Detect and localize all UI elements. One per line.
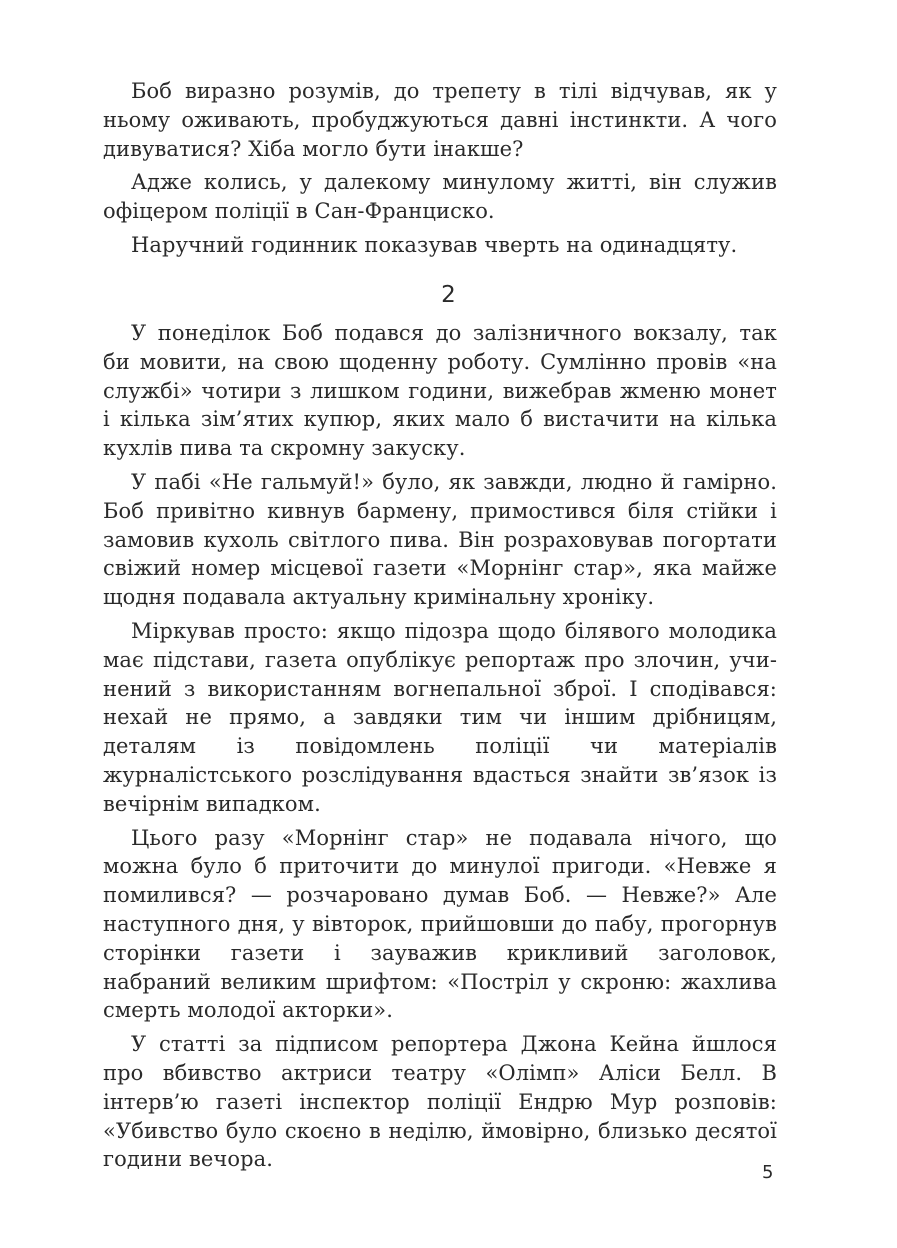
paragraph: У понеділок Боб подався до залізничного вокзалу, так би мовити, на свою щоденну роботу. Сумлінно провів «на службі» чотири з лишком години, вижебрав жменю монет і кілька зім’ятих купюр, яких мало б вистачити на кілька кухлів пива та скромну закуску. [103, 321, 777, 461]
paragraph: Цього разу «Морнінг стар» не подавала нічого, що можна було б приточити до минулої пригоди. «Невже я помилився? — розчаровано думав Боб. — Невже?» Але наступного дня, у вівторок, прийшовши до пабу, прогорнув сторінки газети і зауважив крикливий заголовок, набраний великим шрифтом: «Постріл у скроню: жахлива смерть молодої акторки». [103, 825, 777, 1023]
opening-text [103, 77, 777, 260]
section-text [103, 319, 777, 1174]
paragraph: Адже колись, у далекому минулому житті, він служив офіцером поліції в Сан-Франциско. [103, 170, 777, 224]
paragraph: Наручний годинник показував чверть на одинадцяту. [131, 232, 738, 257]
paragraph: Міркував просто: якщо підозра щодо білявого молодика має підстави, газета опублікує репортаж про злочин, учинений з використанням вогнепальної зброї. І сподівався: нехай не прямо, а завдяки тим чи іншим дрібницям, деталям із повідомлень поліції чи матеріалів журналістського розслідування вдасться знайти зв’язок із вечірнім випадком. [103, 618, 777, 816]
page-number: 5 [762, 1162, 774, 1183]
paragraph: Боб виразно розумів, до трепету в тілі відчував, як у ньому оживають, пробуджуються давні інстинкти. А чого дивуватися? Хіба могло бути інакше? [103, 79, 777, 161]
section-number: 2 [441, 282, 456, 308]
paragraph: У пабі «Не гальмуй!» було, як завжди, людно й гамірно. Боб привітно кивнув бармену, примостився біля стійки і замовив кухоль світлого пива. Він розраховував погортати свіжий номер місцевої газети «Морнінг стар», яка майже щодня подавала актуальну кримінальну хроніку. [103, 469, 777, 610]
paragraph: У статті за підписом репортера Джона Кейна йшлося про вбивство актриси театру «Олімп» Аліси Белл. В інтерв’ю газеті інспектор поліції Ендрю Мур розповів: «Убивство було скоєно в неділю, ймовірно, близько десятої години вечора. [103, 1032, 777, 1172]
